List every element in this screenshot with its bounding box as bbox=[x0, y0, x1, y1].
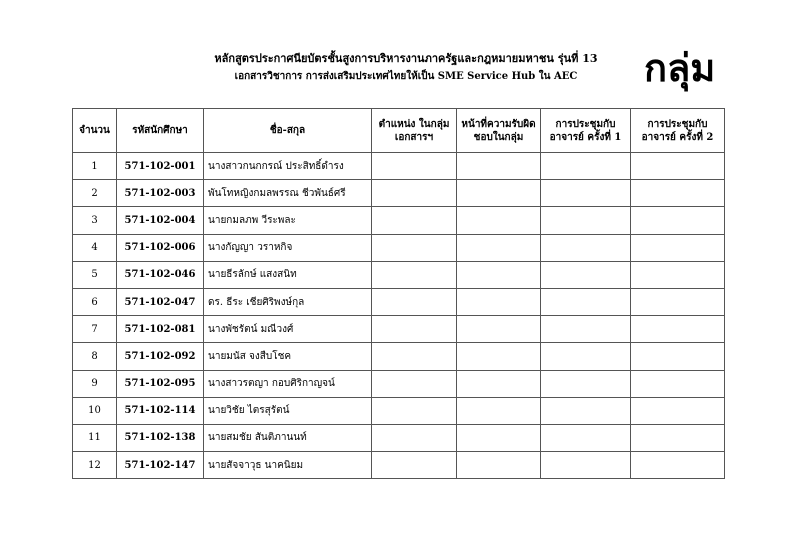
student-id: 571-102-003 bbox=[117, 180, 204, 207]
row-number: 7 bbox=[73, 316, 117, 343]
meeting-1-cell bbox=[541, 288, 631, 315]
meeting-1-cell bbox=[541, 452, 631, 479]
student-id: 571-102-138 bbox=[117, 424, 204, 451]
meeting-2-cell bbox=[631, 288, 725, 315]
meeting-2-cell bbox=[631, 153, 725, 180]
member-name: ดร. ธีระ เชียศิริพงษ์กุล bbox=[204, 288, 372, 315]
table-row bbox=[73, 424, 725, 451]
responsibility-cell bbox=[457, 288, 541, 315]
table-row bbox=[73, 370, 725, 397]
row-number: 3 bbox=[73, 207, 117, 234]
responsibility-cell bbox=[457, 261, 541, 288]
col-responsibility-header: หน้าที่ความรับผิด ชอบในกลุ่ม bbox=[457, 109, 541, 153]
meeting-2-cell bbox=[631, 234, 725, 261]
meeting-2-cell bbox=[631, 370, 725, 397]
row-number: 6 bbox=[73, 288, 117, 315]
member-name: นางสาวรตญา กอบศิริกาญจน์ bbox=[204, 370, 372, 397]
meeting-1-cell bbox=[541, 180, 631, 207]
student-id: 571-102-047 bbox=[117, 288, 204, 315]
row-number: 11 bbox=[73, 424, 117, 451]
student-id: 571-102-114 bbox=[117, 397, 204, 424]
member-name: นายวิชัย ไตรสุรัตน์ bbox=[204, 397, 372, 424]
position-cell bbox=[372, 370, 457, 397]
meeting-1-cell bbox=[541, 397, 631, 424]
position-cell bbox=[372, 316, 457, 343]
responsibility-cell bbox=[457, 207, 541, 234]
member-table bbox=[72, 108, 725, 479]
meeting-2-cell bbox=[631, 180, 725, 207]
table-row bbox=[73, 288, 725, 315]
meeting-2-cell bbox=[631, 452, 725, 479]
member-name: นายกมลภพ วีระพละ bbox=[204, 207, 372, 234]
row-number: 9 bbox=[73, 370, 117, 397]
col-full-name-header: ชื่อ-สกุล bbox=[204, 109, 372, 153]
responsibility-cell bbox=[457, 316, 541, 343]
table-row bbox=[73, 397, 725, 424]
meeting-1-cell bbox=[541, 234, 631, 261]
col-meeting-2-header: การประชุมกับ อาจารย์ ครั้งที่ 2 bbox=[631, 109, 725, 153]
meeting-2-cell bbox=[631, 316, 725, 343]
table-row bbox=[73, 316, 725, 343]
position-cell bbox=[372, 343, 457, 370]
member-name: นายสมชัย สันติภานนท์ bbox=[204, 424, 372, 451]
table-row bbox=[73, 153, 725, 180]
member-name: พันโทหญิงกมลพรรณ ชีวพันธ์ศรี bbox=[204, 180, 372, 207]
meeting-1-cell bbox=[541, 343, 631, 370]
meeting-2-cell bbox=[631, 261, 725, 288]
row-number: 4 bbox=[73, 234, 117, 261]
student-id: 571-102-147 bbox=[117, 452, 204, 479]
student-id: 571-102-046 bbox=[117, 261, 204, 288]
table-row bbox=[73, 343, 725, 370]
responsibility-cell bbox=[457, 452, 541, 479]
position-cell bbox=[372, 234, 457, 261]
meeting-1-cell bbox=[541, 424, 631, 451]
responsibility-cell bbox=[457, 370, 541, 397]
table-row bbox=[73, 180, 725, 207]
row-number: 10 bbox=[73, 397, 117, 424]
document-subtitle: เอกสารวิชาการ การส่งเสริมประเทศไทยให้เป็น SME Service Hub ใน AEC bbox=[234, 71, 578, 82]
student-id: 571-102-095 bbox=[117, 370, 204, 397]
position-cell bbox=[372, 261, 457, 288]
row-number: 5 bbox=[73, 261, 117, 288]
meeting-1-cell bbox=[541, 370, 631, 397]
responsibility-cell bbox=[457, 180, 541, 207]
row-number: 1 bbox=[73, 153, 117, 180]
responsibility-cell bbox=[457, 397, 541, 424]
responsibility-cell bbox=[457, 234, 541, 261]
responsibility-cell bbox=[457, 343, 541, 370]
table-row bbox=[73, 452, 725, 479]
document-title: หลักสูตรประกาศนียบัตรชั้นสูงการบริหารงานภาครัฐและกฎหมายมหาชน รุ่นที่ 13 bbox=[214, 52, 598, 65]
member-name: นายสัจจาวุธ นาคนิยม bbox=[204, 452, 372, 479]
position-cell bbox=[372, 207, 457, 234]
member-name: นางสาวกนกกรณ์ ประสิทธิ์ดำรง bbox=[204, 153, 372, 180]
position-cell bbox=[372, 288, 457, 315]
member-name: นายมนัส จงสืบโชค bbox=[204, 343, 372, 370]
table-header bbox=[73, 109, 725, 153]
col-count-header: จำนวน bbox=[73, 109, 117, 153]
student-id: 571-102-004 bbox=[117, 207, 204, 234]
table-body bbox=[73, 153, 725, 479]
table-row bbox=[73, 261, 725, 288]
student-id: 571-102-092 bbox=[117, 343, 204, 370]
responsibility-cell bbox=[457, 153, 541, 180]
col-meeting-1-header: การประชุมกับ อาจารย์ ครั้งที่ 1 bbox=[541, 109, 631, 153]
meeting-1-cell bbox=[541, 261, 631, 288]
meeting-2-cell bbox=[631, 397, 725, 424]
member-name: นางพัชรัตน์ มณีวงศ์ bbox=[204, 316, 372, 343]
meeting-2-cell bbox=[631, 424, 725, 451]
col-student-id-header: รหัสนักศึกษา bbox=[117, 109, 204, 153]
meeting-2-cell bbox=[631, 207, 725, 234]
student-id: 571-102-081 bbox=[117, 316, 204, 343]
member-name: นางกัญญา วราหกิจ bbox=[204, 234, 372, 261]
meeting-2-cell bbox=[631, 343, 725, 370]
position-cell bbox=[372, 452, 457, 479]
meeting-1-cell bbox=[541, 207, 631, 234]
position-cell bbox=[372, 397, 457, 424]
position-cell bbox=[372, 180, 457, 207]
table-row bbox=[73, 207, 725, 234]
row-number: 2 bbox=[73, 180, 117, 207]
group-label: กลุ่ม bbox=[644, 46, 716, 90]
row-number: 12 bbox=[73, 452, 117, 479]
table-row bbox=[73, 234, 725, 261]
position-cell bbox=[372, 424, 457, 451]
row-number: 8 bbox=[73, 343, 117, 370]
meeting-1-cell bbox=[541, 153, 631, 180]
meeting-1-cell bbox=[541, 316, 631, 343]
position-cell bbox=[372, 153, 457, 180]
col-position-header: ตำแหน่ง ในกลุ่มเอกสารฯ bbox=[372, 109, 457, 153]
student-id: 571-102-001 bbox=[117, 153, 204, 180]
student-id: 571-102-006 bbox=[117, 234, 204, 261]
responsibility-cell bbox=[457, 424, 541, 451]
member-name: นายธีรลักษ์ แสงสนิท bbox=[204, 261, 372, 288]
